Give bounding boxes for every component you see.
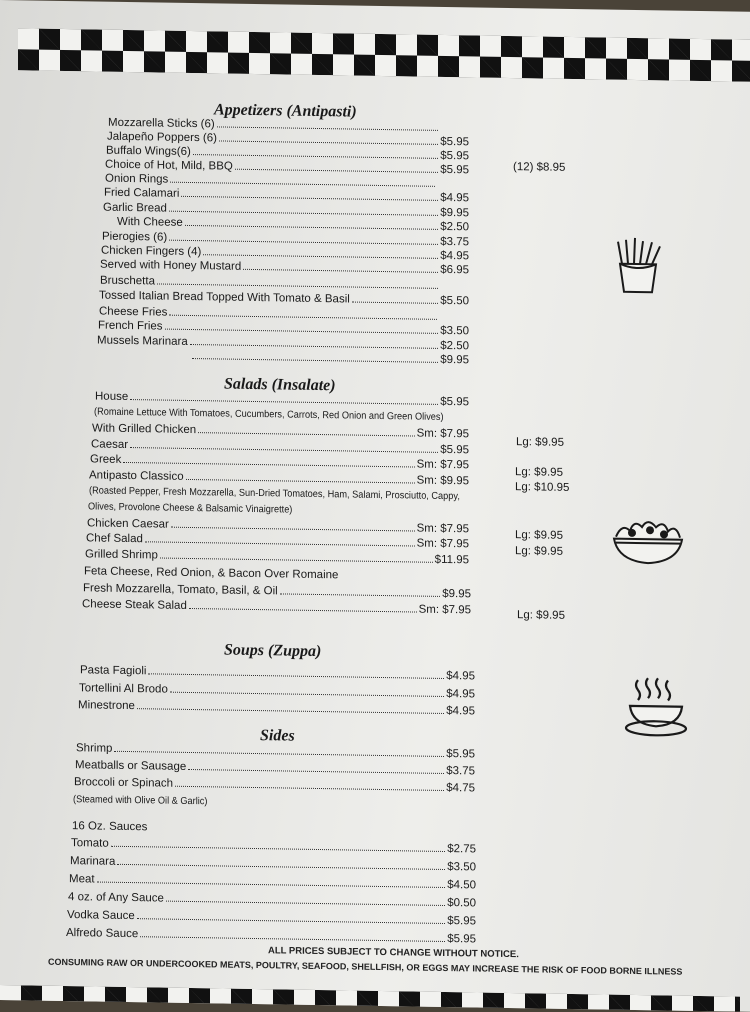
menu-item: Jalapeño Poppers (6) $5.95 — [107, 130, 469, 149]
soup-bowl-icon — [624, 676, 688, 739]
menu-item: Mussels Marinara $2.50 — [97, 334, 469, 353]
sauces-heading: 16 Oz. Sauces — [72, 820, 148, 834]
menu-item: Minestrone $4.95 — [78, 699, 475, 718]
menu-item: House $5.95 — [95, 390, 469, 409]
menu-item: Caesar $5.95 — [91, 438, 469, 457]
menu-item: Alfredo Sauce $5.95 — [66, 927, 476, 946]
menu-item: Chicken Fingers (4) $4.95 — [101, 244, 469, 263]
health-warning: CONSUMING RAW OR UNDERCOOKED MEATS, POULTRY, SEAFOOD, SHELLFISH, OR EGGS MAY INCREASE THE RISK OF FOOD BORNE ILLNESS — [48, 956, 683, 977]
menu-item: Cheese Fries — [99, 305, 439, 325]
menu-item: Tossed Italian Bread Topped With Tomato & Basil $5.50 — [99, 289, 469, 308]
menu-item-description: Olives, Provolone Cheese & Balsamic Vinaigrette) — [88, 501, 293, 516]
large-price: Lg: $9.95 — [517, 609, 565, 622]
menu-item: 4 oz. of Any Sauce $0.50 — [68, 891, 476, 910]
menu-item: Fried Calamari $4.95 — [104, 186, 469, 205]
menu-item: Antipasto Classico Sm: $9.95 — [89, 469, 469, 488]
menu-item: Cheese Steak Salad Sm: $7.95 — [82, 598, 471, 617]
menu-item-description: (Steamed with Olive Oil & Garlic) — [73, 794, 208, 808]
price-notice: ALL PRICES SUBJECT TO CHANGE WITHOUT NOTICE. — [268, 945, 519, 961]
menu-item-description: (Romaine Lettuce With Tomatoes, Cucumbers, Carrots, Red Onion and Green Olives) — [94, 406, 444, 423]
menu-item: Broccoli or Spinach $4.75 — [74, 776, 475, 795]
menu-item-description: (Roasted Pepper, Fresh Mozzarella, Sun-Dried Tomatoes, Ham, Salami, Prosciutto, Cappy, — [89, 485, 460, 503]
menu-item: Meat $4.50 — [69, 873, 476, 892]
menu-item: Grilled Shrimp $11.95 — [85, 548, 469, 567]
menu-item: French Fries $3.50 — [98, 319, 469, 338]
menu-item: Garlic Bread $9.95 — [103, 201, 469, 220]
checkered-border-top — [18, 28, 750, 82]
menu-item: Onion Rings — [105, 172, 437, 192]
menu-item: Buffalo Wings(6) $5.95 — [106, 144, 469, 163]
menu-item: Fresh Mozzarella, Tomato, Basil, & Oil $9.95 — [83, 582, 471, 601]
menu-item: $9.95 — [190, 349, 469, 368]
fries-icon — [610, 236, 666, 297]
menu-item: Choice of Hot, Mild, BBQ $5.95 — [105, 158, 469, 177]
salad-bowl-icon — [610, 515, 686, 568]
menu-item: Bruschetta — [100, 274, 440, 294]
menu-item: Marinara $3.50 — [70, 855, 476, 874]
wings-large-price: (12) $8.95 — [513, 161, 566, 174]
large-price: Lg: $9.95 — [515, 466, 563, 479]
menu-item: Chef Salad Sm: $7.95 — [86, 532, 469, 551]
menu-item: Tortellini Al Brodo $4.95 — [79, 682, 475, 701]
menu-item: Pierogies (6) $3.75 — [102, 230, 469, 249]
large-price: Lg: $9.95 — [515, 529, 563, 542]
menu-item: Pasta Fagioli $4.95 — [80, 664, 475, 683]
menu-item: Shrimp $5.95 — [76, 742, 475, 761]
salads-title: Salads (Insalate) — [224, 375, 336, 395]
large-price: Lg: $10.95 — [515, 481, 570, 494]
large-price: Lg: $9.95 — [515, 545, 563, 558]
menu-item: Meatballs or Sausage $3.75 — [75, 759, 475, 778]
sides-title: Sides — [260, 727, 295, 745]
appetizers-title: Appetizers (Antipasti) — [214, 101, 357, 121]
menu-item: Served with Honey Mustard $6.95 — [100, 258, 469, 277]
menu-item: With Cheese $2.50 — [117, 215, 469, 234]
menu-item: Chicken Caesar Sm: $7.95 — [87, 517, 469, 536]
menu-item: With Grilled Chicken Sm: $7.95 — [92, 422, 469, 441]
large-price: Lg: $9.95 — [516, 436, 564, 449]
soups-title: Soups (Zuppa) — [224, 641, 322, 661]
menu-item: Greek Sm: $7.95 — [90, 453, 469, 472]
menu-item-description: Feta Cheese, Red Onion, & Bacon Over Romaine — [84, 565, 339, 582]
menu-item: Tomato $2.75 — [71, 837, 476, 856]
checkered-border-bottom — [0, 985, 740, 1012]
menu-item: Mozzarella Sticks (6) — [108, 116, 440, 136]
menu-item: Vodka Sauce $5.95 — [67, 909, 476, 928]
